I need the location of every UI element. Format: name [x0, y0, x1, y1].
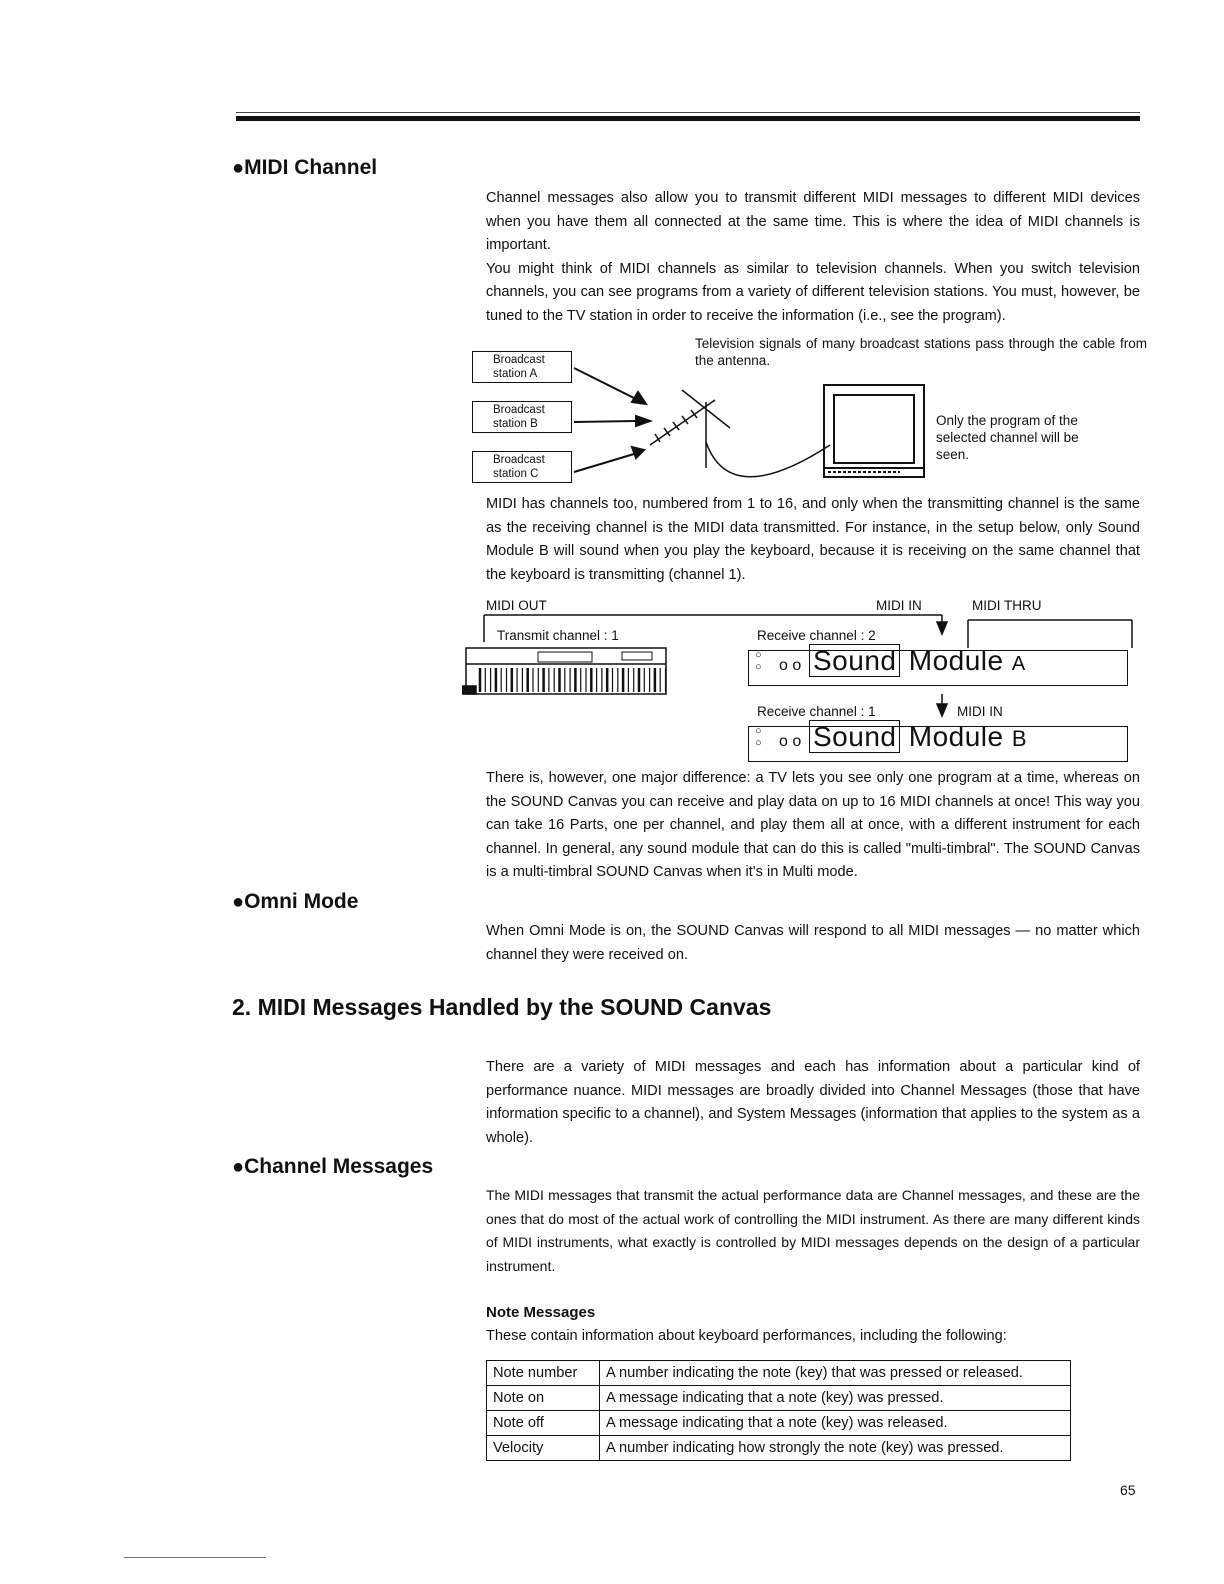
midi-channel-text-3 — [486, 767, 1140, 885]
table-cell-desc: A message indicating that a note (key) was released. — [600, 1411, 1071, 1436]
tv-caption-top: Television signals of many broadcast stations pass through the cable from the antenna. — [695, 336, 1147, 368]
receive-channel-b-label: Receive channel : 1 — [757, 704, 876, 719]
station-label: station A — [493, 368, 538, 380]
receive-channel-a-label: Receive channel : 2 — [757, 628, 876, 643]
paragraph: There are a variety of MIDI messages and each has information about a particular kind of performance nuance. MIDI messages are broadly divided into Channel Messages (those that have information specific to a channel), and System Messages (information that applies to the system as a whole). — [486, 1059, 1140, 1146]
midi-channel-text-2 — [486, 493, 1140, 587]
table-row — [487, 1436, 1071, 1461]
bullet-icon: ● — [232, 157, 245, 179]
table-cell-desc: A number indicating the note (key) that was pressed or released. — [600, 1361, 1071, 1386]
paragraph: There is, however, one major difference: a TV lets you see only one program at a time, whereas on the SOUND Canvas you can receive and play data on up to 16 MIDI channels at once! This way you can take 16 Parts, one per channel, and play them all at once, with a different instrument for each channel. In general, any sound module that can do this is called "multi-timbral". The SOUND Canvas is a multi-timbral SOUND Canvas when it's in Multi mode. — [486, 770, 1140, 881]
module-b-name: Sound Module B — [809, 721, 1027, 753]
header-rule — [236, 116, 1140, 121]
note-messages-heading: Note Messages — [486, 1304, 596, 1321]
module-a-name: Sound Module A — [809, 645, 1026, 677]
table-cell-desc: A number indicating how strongly the note (key) was pressed. — [600, 1436, 1071, 1461]
tv-caption-right: Only the program of the selected channel will be seen. — [936, 413, 1079, 462]
header-thin-rule — [236, 112, 1140, 113]
keyboard-icon — [462, 648, 666, 694]
note-messages-table — [486, 1360, 1071, 1461]
midi-channel-heading: ●MIDI Channel — [232, 156, 378, 179]
paragraph: The MIDI messages that transmit the actual performance data are Channel messages, and these are the ones that do most of the actual work of controlling the MIDI instrument. As there are many different kinds of MIDI instruments, what exactly is controlled by MIDI messages depends on the design of a particular instrument. — [486, 1187, 1140, 1274]
station-label: station C — [493, 468, 539, 480]
table-cell-term: Velocity — [487, 1436, 600, 1461]
table-cell-desc: A message indicating that a note (key) was pressed. — [600, 1386, 1071, 1411]
midi-thru-label: MIDI THRU — [972, 598, 1042, 613]
page-number: 65 — [1120, 1482, 1136, 1498]
midi-in-label: MIDI IN — [876, 598, 922, 613]
midi-channel-text — [486, 187, 1140, 329]
keyboard-keys — [480, 668, 666, 692]
table-cell-term: Note number — [487, 1361, 600, 1386]
knob-icon: o o — [779, 657, 802, 674]
knob-icon: o o — [779, 733, 802, 750]
antenna-icon — [650, 390, 830, 477]
station-a-box — [472, 351, 572, 383]
station-b-box — [472, 401, 572, 433]
table-row — [487, 1386, 1071, 1411]
paragraph: MIDI has channels too, numbered from 1 to 16, and only when the transmitting channel is the same as the receiving channel is the MIDI data transmitted. For instance, in the setup below, only Sound Module B will sound when you play the keyboard, because it is receiving on the same channel that the keyboard is transmitting (channel 1). — [486, 496, 1140, 583]
transmit-channel-label: Transmit channel : 1 — [497, 628, 619, 643]
midi-in-b-label: MIDI IN — [957, 704, 1003, 719]
table-row — [487, 1361, 1071, 1386]
channel-messages-text — [486, 1184, 1140, 1278]
antenna-tv-graphic — [560, 350, 940, 490]
table-cell-term: Note off — [487, 1411, 600, 1436]
jack-icon: ○ ○ — [755, 725, 762, 749]
station-c-box — [472, 451, 572, 483]
paragraph: You might think of MIDI channels as similar to television channels. When you switch television channels, you can see programs from a variety of different television stations. You must, however, be tuned to the TV station in order to receive the information (i.e., see the program). — [486, 260, 1140, 324]
note-messages-intro: These contain information about keyboard performances, including the following: — [486, 1328, 1007, 1344]
tv-icon — [824, 385, 924, 477]
station-label: Broadcast — [493, 354, 545, 366]
sound-module-a — [748, 645, 1128, 686]
paragraph: When Omni Mode is on, the SOUND Canvas will respond to all MIDI messages — no matter which channel they were received on. — [486, 923, 1140, 963]
table-cell-term: Note on — [487, 1386, 600, 1411]
station-label: station B — [493, 418, 538, 430]
signal-arrows — [574, 368, 650, 472]
section2-text — [486, 1056, 1140, 1150]
section-title: 2. MIDI Messages Handled by the SOUND Canvas — [232, 994, 772, 1020]
station-label: Broadcast — [493, 454, 545, 466]
footer-line — [124, 1557, 266, 1558]
channel-messages-heading: ●Channel Messages — [232, 1155, 434, 1178]
omni-mode-heading: ●Omni Mode — [232, 890, 359, 913]
table-row — [487, 1411, 1071, 1436]
station-label: Broadcast — [493, 404, 545, 416]
bullet-icon: ● — [232, 1156, 245, 1178]
midi-out-label: MIDI OUT — [486, 598, 547, 613]
sound-module-b — [748, 721, 1128, 762]
bullet-icon: ● — [232, 891, 245, 913]
omni-mode-text — [486, 920, 1140, 967]
paragraph: Channel messages also allow you to transmit different MIDI messages to different MIDI devices when you have them all connected at the same time. This is where the idea of MIDI channels is important. — [486, 190, 1140, 254]
jack-icon: ○ ○ — [755, 649, 762, 673]
